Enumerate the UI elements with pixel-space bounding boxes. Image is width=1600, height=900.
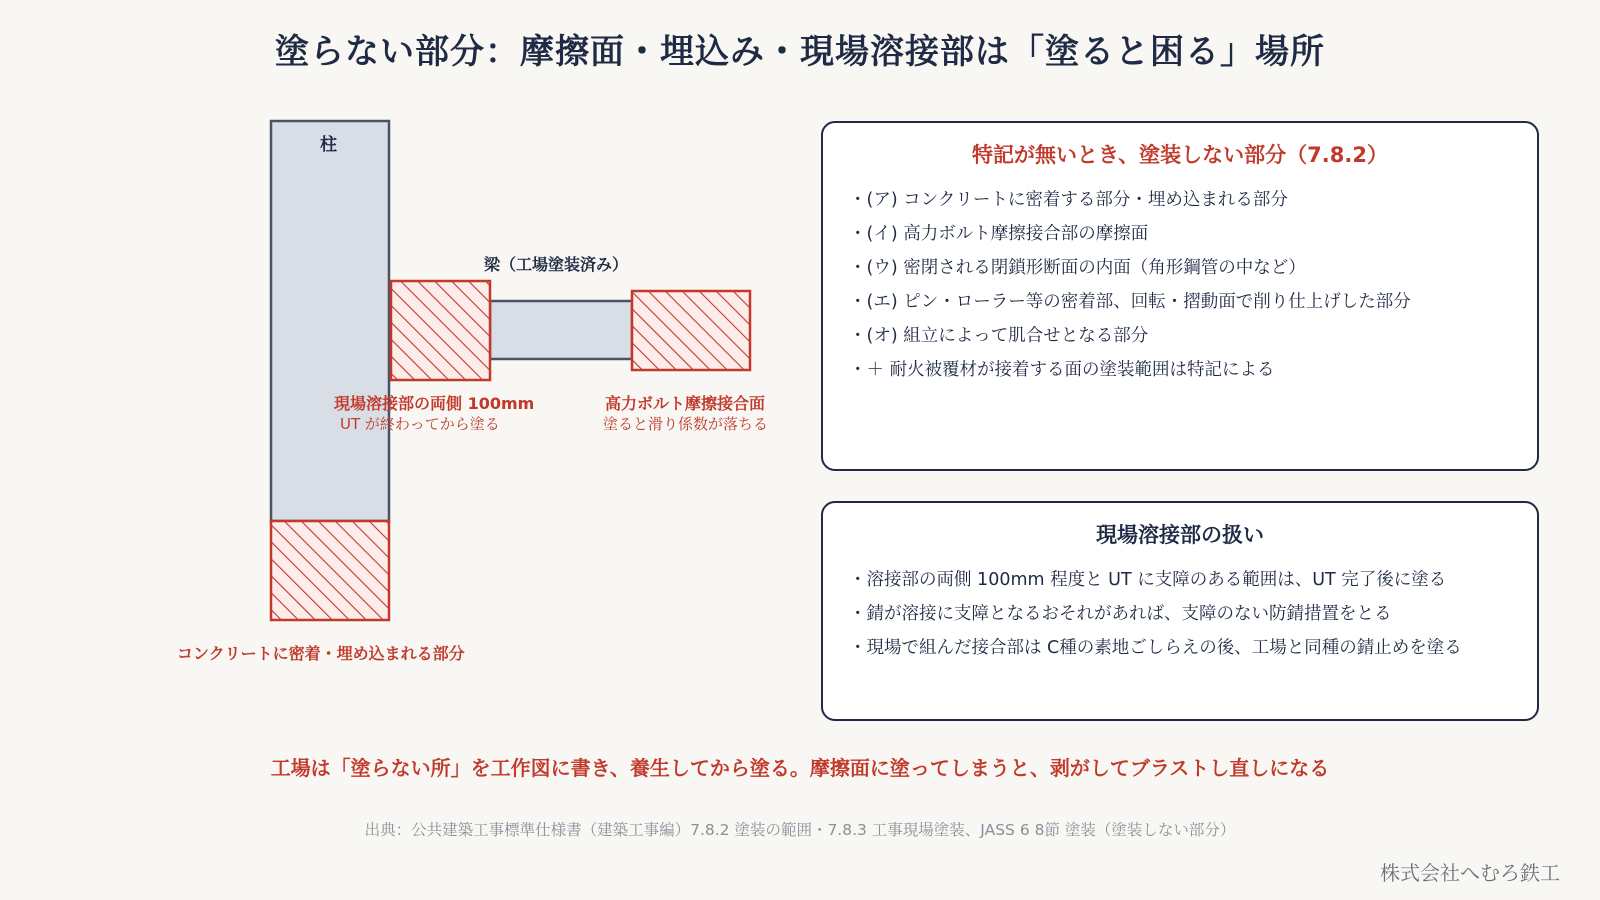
structure-diagram <box>0 0 800 720</box>
column-label: 柱 <box>320 135 337 155</box>
field-weld-panel <box>821 501 1539 721</box>
company-name: 株式会社へむろ鉄工 <box>1380 861 1560 885</box>
embed-label: コンクリートに密着・埋め込まれる部分 <box>177 644 465 663</box>
list-item: ・ 溶接部の両側 100mm 程度と UT に支障のある範囲は、UT 完了後に塗る <box>849 563 1537 597</box>
bolt-zone-hatch <box>632 291 750 370</box>
bolt-label: 高力ボルト摩擦接合面 <box>605 394 766 413</box>
list-item: ・ (イ) 高力ボルト摩擦接合部の摩擦面 <box>849 217 1537 251</box>
default-unpainted-panel <box>821 121 1539 471</box>
source-citation: 出典：公共建築工事標準仕様書（建築工事編）7.8.2 塗装の範囲・7.8.3 工事現場塗装、JASS 6 8節 塗装（塗装しない部分） <box>364 821 1236 839</box>
diagram-svg <box>0 0 800 720</box>
bolt-sublabel: 塗ると滑り係数が落ちる <box>603 415 769 433</box>
list-item: ・ (オ) 組立によって肌合せとなる部分 <box>849 319 1537 353</box>
list-item: ・ 錆が溶接に支障となるおそれがあれば、支障のない防錆措置をとる <box>849 597 1537 631</box>
column-body <box>271 121 389 521</box>
panel2-list <box>823 563 1537 665</box>
panel1-list <box>823 183 1537 387</box>
weld-label: 現場溶接部の両側 100mm <box>334 394 535 413</box>
list-item: ・ (ウ) 密閉される閉鎖形断面の内面（角形鋼管の中など） <box>849 251 1537 285</box>
weld-sublabel: UT が終わってから塗る <box>340 415 500 433</box>
list-item: ・ (ア) コンクリートに密着する部分・埋め込まれる部分 <box>849 183 1537 217</box>
key-note: 工場は「塗らない所」を工作図に書き、養生してから塗る。摩擦面に塗ってしまうと、剥がしてブラストし直しになる <box>270 756 1330 780</box>
beam-body <box>490 301 632 359</box>
embedded-zone-hatch <box>271 521 389 620</box>
panel1-heading: 特記が無いとき、塗装しない部分（7.8.2） <box>972 143 1388 167</box>
weld-zone-hatch <box>391 281 490 380</box>
page-title: 塗らない部分：摩擦面・埋込み・現場溶接部は「塗ると困る」場所 <box>275 32 1325 72</box>
list-item: ・ ＋ 耐火被覆材が接着する面の塗装範囲は特記による <box>849 353 1537 387</box>
list-item: ・ (エ) ピン・ローラー等の密着部、回転・摺動面で削り仕上げした部分 <box>849 285 1537 319</box>
panel2-heading: 現場溶接部の扱い <box>1096 523 1264 547</box>
list-item: ・ 現場で組んだ接合部は C種の素地ごしらえの後、工場と同種の錆止めを塗る <box>849 631 1537 665</box>
beam-label: 梁（工場塗装済み） <box>484 255 629 274</box>
